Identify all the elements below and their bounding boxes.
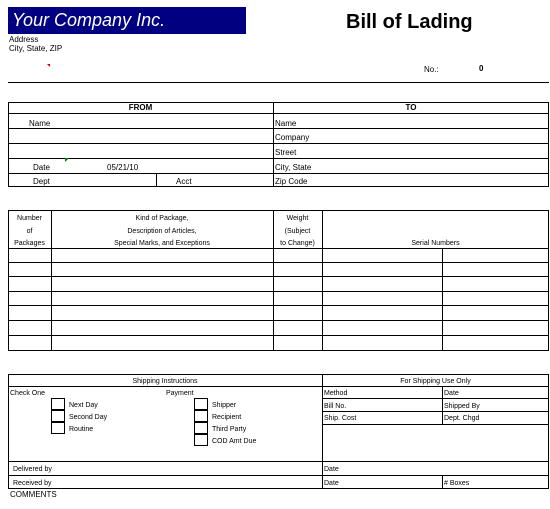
document-title: Bill of Lading [346, 11, 473, 33]
shipper-checkbox[interactable] [194, 398, 208, 410]
ship-cost-label: Ship. Cost [324, 415, 357, 422]
recipient-checkbox[interactable] [194, 410, 208, 422]
for-shipping-use-heading: For Shipping Use Only [400, 378, 471, 385]
bill-no-label: Bill No. [324, 403, 347, 410]
to-name-label: Name [275, 119, 297, 128]
boxes-label: # Boxes [444, 480, 470, 487]
check-one-label: Check One [10, 390, 46, 397]
to-zip-label: Zip Code [275, 177, 308, 186]
col-weight-header: Weight [286, 215, 309, 222]
from-to-section [8, 102, 549, 187]
shipper-label: Shipper [212, 402, 237, 409]
payment-label: Payment [166, 390, 194, 397]
comments-label: COMMENTS [10, 490, 57, 499]
recipient-label: Recipient [212, 414, 242, 421]
to-company-label: Company [275, 133, 310, 142]
routine-checkbox[interactable] [51, 422, 65, 434]
method-label: Method [324, 390, 348, 397]
from-heading: FROM [128, 103, 153, 112]
second-day-checkbox[interactable] [51, 410, 65, 422]
shipped-by-label: Shipped By [444, 403, 480, 410]
col-description-header: Kind of Package, [135, 215, 189, 222]
cell-marker-icon [65, 158, 69, 162]
company-address: Address [9, 35, 39, 44]
date-label-3: Date [324, 480, 339, 487]
from-to-divider [273, 102, 274, 187]
to-heading: TO [405, 103, 417, 112]
col-serial-header: Serial Numbers [411, 240, 460, 247]
header-divider [8, 82, 549, 83]
third-party-checkbox[interactable] [194, 422, 208, 434]
from-name-label: Name [29, 119, 51, 128]
from-date-value[interactable]: 05/21/10 [107, 163, 139, 172]
delivered-by-label: Delivered by [13, 466, 52, 473]
date-label-2: Date [324, 466, 339, 473]
next-day-checkbox[interactable] [51, 398, 65, 410]
date-label-1: Date [444, 390, 459, 397]
shipping-instructions-heading: Shipping Instructions [132, 378, 198, 385]
from-dept-label: Dept [33, 177, 50, 186]
cod-checkbox[interactable] [194, 434, 208, 446]
cod-label: COD Amt Due [212, 438, 257, 445]
second-day-label: Second Day [69, 414, 108, 421]
company-city-state-zip: City, State, ZIP [9, 44, 63, 53]
col-packages-header: Number [17, 215, 42, 222]
received-by-label: Received by [13, 480, 52, 487]
comment-marker-icon [47, 64, 50, 67]
next-day-label: Next Day [69, 402, 98, 409]
number-value: 0 [479, 64, 484, 73]
from-acct-label: Acct [176, 177, 192, 186]
to-street-label: Street [275, 148, 297, 157]
number-label: No.: [424, 65, 439, 74]
routine-label: Routine [69, 426, 94, 433]
from-date-label: Date [33, 163, 50, 172]
to-city-state-label: City, State [275, 163, 312, 172]
company-name: Your Company Inc. [12, 10, 166, 30]
dept-chgd-label: Dept. Chgd [444, 415, 480, 422]
third-party-label: Third Party [212, 426, 247, 433]
